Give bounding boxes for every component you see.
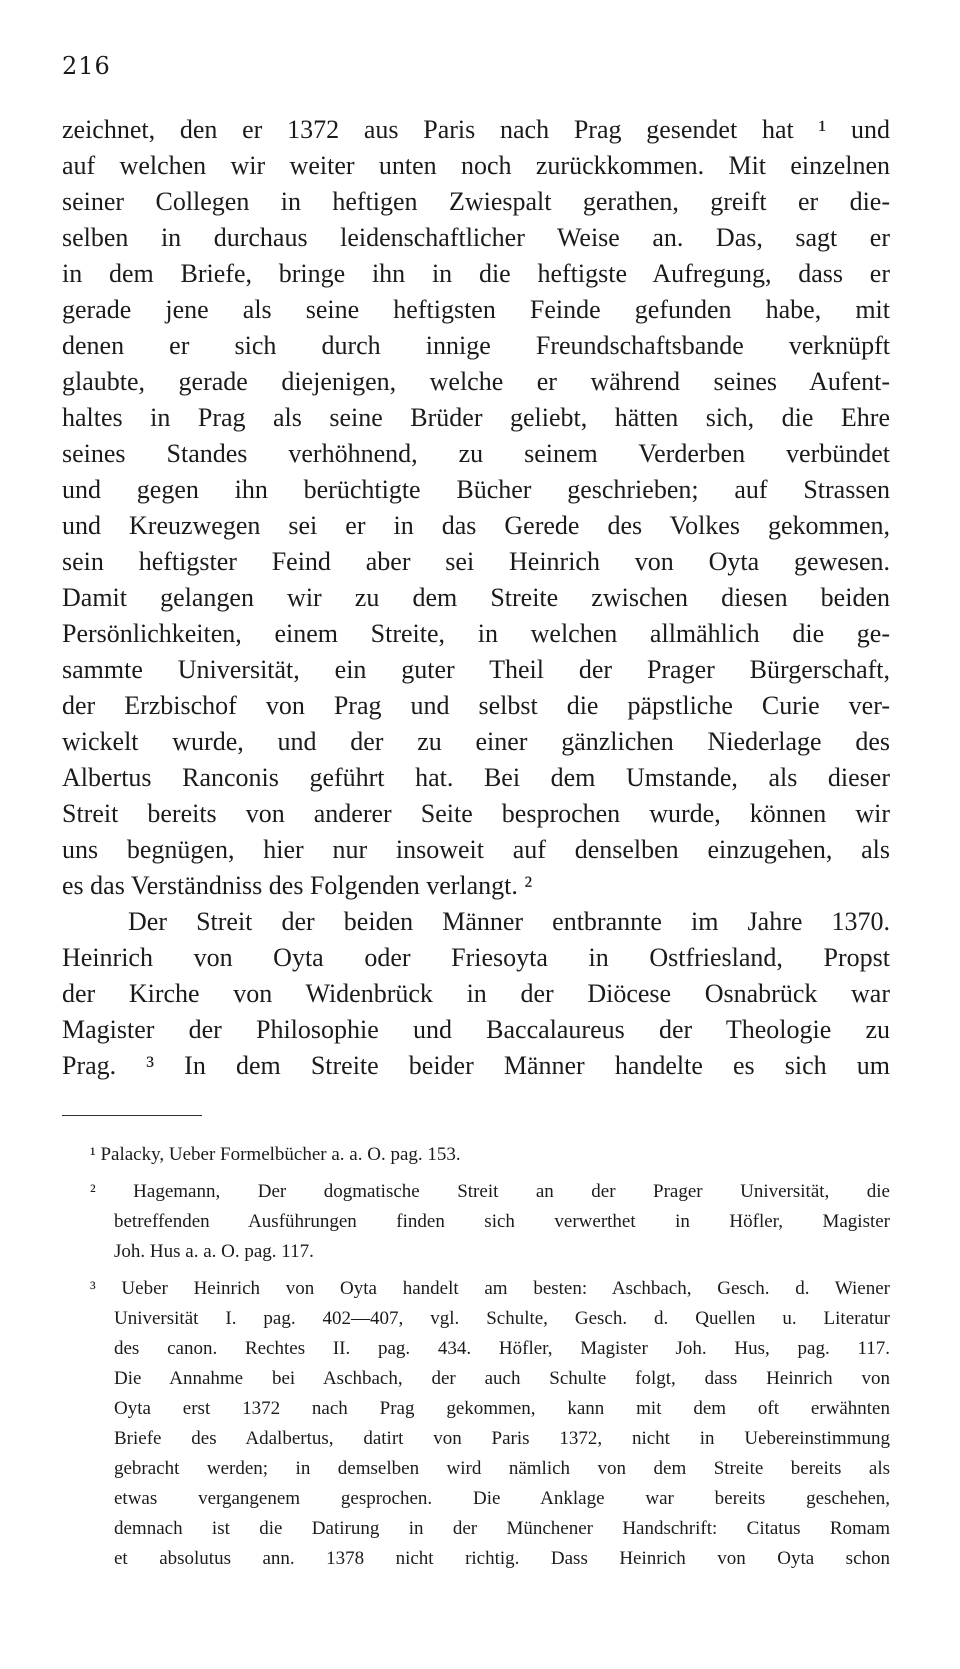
text-line: uns begnügen, hier nur insoweit auf denselben einzugehen, als [62, 835, 890, 864]
footnote-line: Die Annahme bei Aschbach, der auch Schulte folgt, dass Heinrich von [114, 1368, 890, 1389]
footnote-separator [62, 1115, 202, 1116]
footnote [62, 1177, 890, 1267]
footnote-line: Oyta erst 1372 nach Prag gekommen, kann mit dem oft erwähnten [114, 1398, 890, 1419]
footnote-line: betreffenden Ausführungen finden sich verwerthet in Höfler, Magister [114, 1211, 890, 1232]
footnote-line: Universität I. pag. 402—407, vgl. Schulte, Gesch. d. Quellen u. Literatur [114, 1308, 890, 1329]
text-line: und gegen ihn berüchtigte Bücher geschrieben; auf Strassen [62, 475, 890, 504]
main-text [62, 112, 890, 1084]
footnote-gap [62, 1267, 890, 1274]
footnote-line: ³ Ueber Heinrich von Oyta handelt am besten: Aschbach, Gesch. d. Wiener [90, 1278, 890, 1299]
text-line: sammte Universität, ein guter Theil der Prager Bürgerschaft, [62, 655, 890, 684]
page-number: 216 [62, 52, 111, 80]
footnote-gap [62, 1170, 890, 1177]
text-line: Magister der Philosophie und Baccalaureus der Theologie zu [62, 1015, 890, 1044]
text-line: haltes in Prag als seine Brüder geliebt, hätten sich, die Ehre [62, 403, 890, 432]
text-line: zeichnet, den er 1372 aus Paris nach Prag gesendet hat ¹ und [62, 115, 890, 144]
footnote [62, 1274, 890, 1574]
text-line: gerade jene als seine heftigsten Feinde gefunden habe, mit [62, 295, 890, 324]
text-line: es das Verständniss des Folgenden verlangt. ² [62, 871, 533, 900]
footnote-line: demnach ist die Datirung in der Münchener Handschrift: Citatus Romam [114, 1518, 890, 1539]
footnote-line: Joh. Hus a. a. O. pag. 117. [114, 1241, 314, 1262]
text-line: seiner Collegen in heftigen Zwiespalt gerathen, greift er die- [62, 187, 890, 216]
text-line: in dem Briefe, bringe ihn in die heftigste Aufregung, dass er [62, 259, 890, 288]
text-line: und Kreuzwegen sei er in das Gerede des Volkes gekommen, [62, 511, 890, 540]
text-line: wickelt wurde, und der zu einer gänzlichen Niederlage des [62, 727, 890, 756]
footnote-line: ² Hagemann, Der dogmatische Streit an der Prager Universität, die [90, 1181, 890, 1202]
text-line: Der Streit der beiden Männer entbrannte im Jahre 1370. [128, 907, 890, 936]
text-line: Prag. ³ In dem Streite beider Männer handelte es sich um [62, 1051, 890, 1080]
footnote-line: ¹ Palacky, Ueber Formelbücher a. a. O. pag. 153. [90, 1144, 461, 1165]
text-line: Albertus Ranconis geführt hat. Bei dem Umstande, als dieser [62, 763, 890, 792]
text-line: der Erzbischof von Prag und selbst die päpstliche Curie ver- [62, 691, 890, 720]
text-line: glaubte, gerade diejenigen, welche er während seines Aufent- [62, 367, 890, 396]
text-line: sein heftigster Feind aber sei Heinrich von Oyta gewesen. [62, 547, 890, 576]
text-line: auf welchen wir weiter unten noch zurückkommen. Mit einzelnen [62, 151, 890, 180]
text-line: Streit bereits von anderer Seite besprochen wurde, können wir [62, 799, 890, 828]
footnote-line: des canon. Rechtes II. pag. 434. Höfler, Magister Joh. Hus, pag. 117. [114, 1338, 890, 1359]
text-line: der Kirche von Widenbrück in der Diöcese Osnabrück war [62, 979, 890, 1008]
text-line: Damit gelangen wir zu dem Streite zwischen diesen beiden [62, 583, 890, 612]
text-line: denen er sich durch innige Freundschaftsbande verknüpft [62, 331, 890, 360]
text-line: seines Standes verhöhnend, zu seinem Verderben verbündet [62, 439, 890, 468]
footnote-line: gebracht werden; in demselben wird nämlich von dem Streite bereits als [114, 1458, 890, 1479]
text-line: Heinrich von Oyta oder Friesoyta in Ostfriesland, Propst [62, 943, 890, 972]
footnote-line: etwas vergangenem gesprochen. Die Anklage war bereits geschehen, [114, 1488, 890, 1509]
text-line: selben in durchaus leidenschaftlicher Weise an. Das, sagt er [62, 223, 890, 252]
footnote [62, 1140, 890, 1170]
footnote-line: Briefe des Adalbertus, datirt von Paris 1372, nicht in Uebereinstimmung [114, 1428, 890, 1449]
text-line: Persönlichkeiten, einem Streite, in welchen allmählich die ge- [62, 619, 890, 648]
footnote-line: et absolutus ann. 1378 nicht richtig. Dass Heinrich von Oyta schon [114, 1548, 890, 1569]
footnotes [62, 1140, 890, 1574]
